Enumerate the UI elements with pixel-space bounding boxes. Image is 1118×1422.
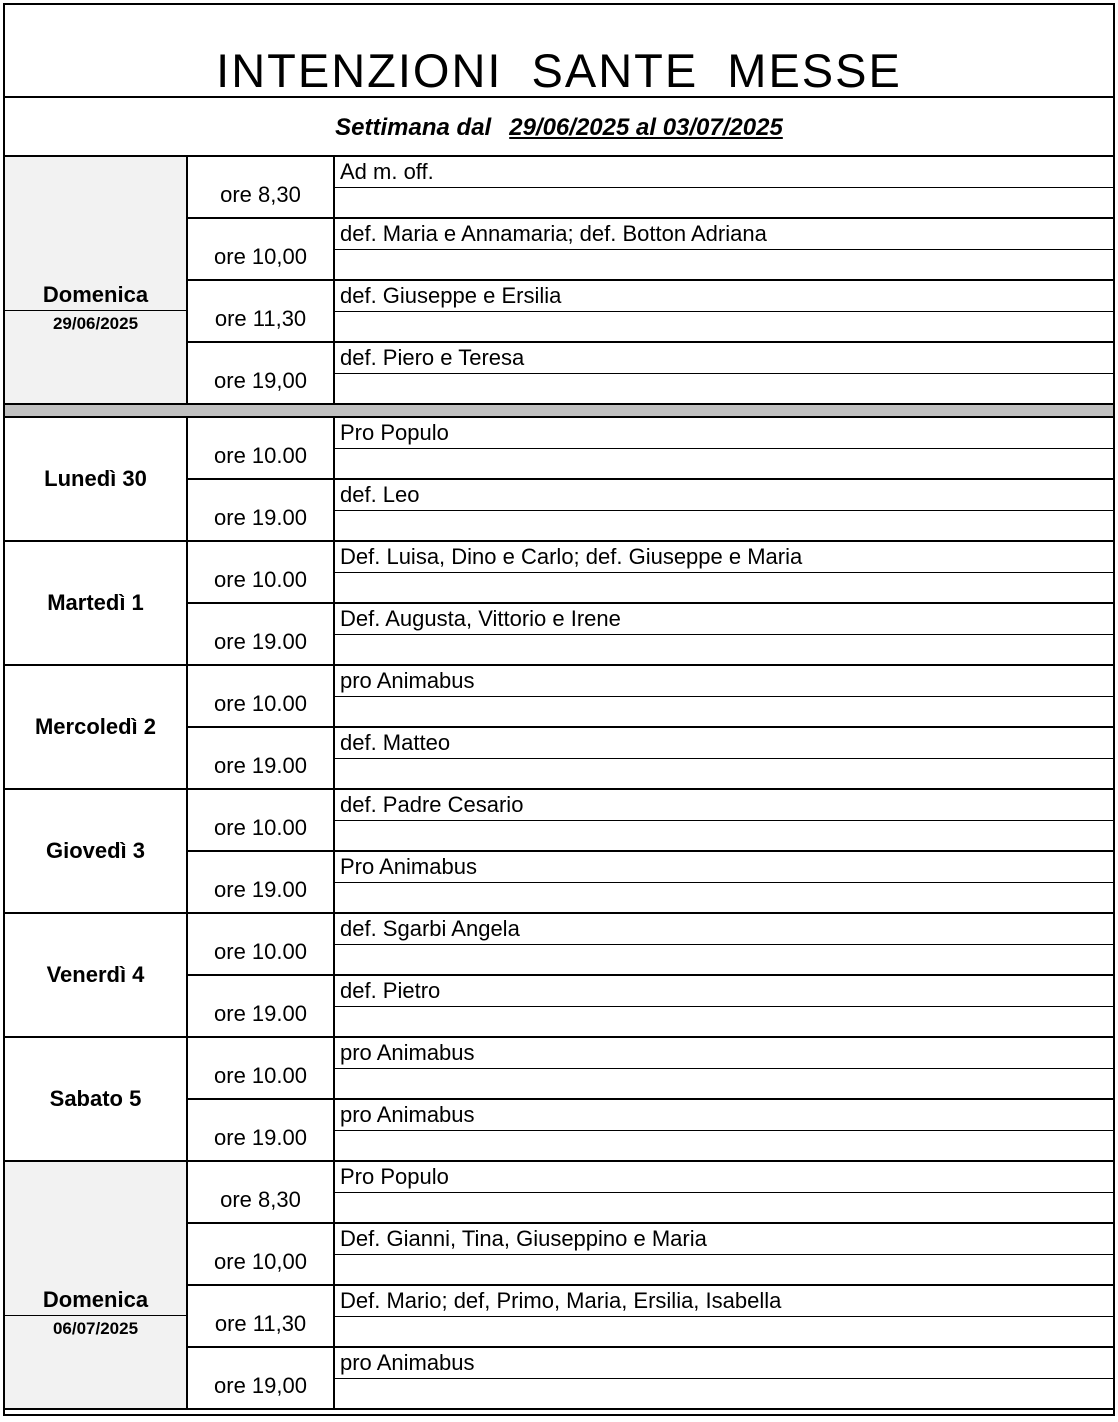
mass-time: ore 19.00 [188,480,335,542]
day-name: Domenica [42,282,149,307]
mass-time: ore 19.00 [188,976,335,1038]
intention-blank-line [335,1130,1113,1131]
mass-time: ore 8,30 [188,157,335,219]
mass-intention: def. Matteo [340,730,451,755]
day-name: Giovedì 3 [45,838,146,863]
mass-intention-cell [335,604,1113,666]
mass-intention-cell [335,1286,1113,1348]
mass-intention: Pro Animabus [340,854,477,879]
mass-intention: Def. Augusta, Vittorio e Irene [340,606,621,631]
intention-blank-line [335,944,1113,945]
mass-intention: Def. Luisa, Dino e Carlo; def. Giuseppe e Maria [340,544,803,569]
mass-intention-cell [335,157,1113,219]
day-cell [5,1162,188,1410]
mass-time: ore 19,00 [188,1348,335,1410]
day-date: 29/06/2025 [52,314,139,333]
mass-intention: def. Giuseppe e Ersilia [340,283,562,308]
mass-intention: def. Maria e Annamaria; def. Botton Adriana [340,221,767,246]
mass-intention: Def. Gianni, Tina, Giuseppino e Maria [340,1226,707,1251]
mass-intention: pro Animabus [340,668,475,693]
intention-blank-line [335,634,1113,635]
intention-blank-line [335,373,1113,374]
mass-time: ore 19.00 [188,852,335,914]
mass-time: ore 19.00 [188,604,335,666]
day-date: 06/07/2025 [52,1319,139,1338]
day-cell [5,418,188,542]
mass-intention-cell [335,666,1113,728]
mass-intention-cell [335,1038,1113,1100]
day-name: Sabato 5 [49,1086,142,1111]
mass-intention-cell [335,976,1113,1038]
day-cell [5,1038,188,1162]
intention-blank-line [335,510,1113,511]
intention-blank-line [335,249,1113,250]
mass-intention-cell [335,1100,1113,1162]
intention-blank-line [335,1254,1113,1255]
intention-blank-line [335,758,1113,759]
mass-intention-cell [335,914,1113,976]
mass-intention-cell [335,343,1113,405]
intention-blank-line [335,448,1113,449]
day-name: Lunedì 30 [44,466,147,491]
intention-blank-line [335,572,1113,573]
day-name: Martedì 1 [47,590,144,615]
week-range: 29/06/2025 al 03/07/2025 [509,113,783,141]
mass-intention: def. Pietro [340,978,441,1003]
intention-blank-line [335,882,1113,883]
mass-intention: pro Animabus [340,1350,475,1375]
mass-intention-cell [335,1348,1113,1410]
mass-intention-cell [335,281,1113,343]
mass-intention: Ad m. off. [340,159,434,184]
mass-intention: Def. Mario; def, Primo, Maria, Ersilia, Isabella [340,1288,782,1313]
sheet-title-box [5,5,1113,98]
week-separator [5,405,1113,418]
intention-blank-line [335,1192,1113,1193]
intention-blank-line [335,1378,1113,1379]
intention-blank-line [335,1316,1113,1317]
day-cell [5,542,188,666]
mass-intention-cell [335,1162,1113,1224]
mass-intention: pro Animabus [340,1040,475,1065]
mass-intention: pro Animabus [340,1102,475,1127]
intention-blank-line [335,311,1113,312]
mass-intention-cell [335,219,1113,281]
day-divider [5,1315,186,1316]
mass-time: ore 19.00 [188,728,335,790]
mass-intention-cell [335,418,1113,480]
mass-time: ore 8,30 [188,1162,335,1224]
mass-intention: Pro Populo [340,420,449,445]
mass-intentions-sheet [3,3,1115,1416]
mass-intention: Pro Populo [340,1164,449,1189]
mass-intention: def. Padre Cesario [340,792,524,817]
mass-time: ore 11,30 [188,1286,335,1348]
day-cell [5,914,188,1038]
intention-blank-line [335,1068,1113,1069]
day-name: Venerdì 4 [46,962,145,987]
mass-intention: def. Sgarbi Angela [340,916,520,941]
mass-time: ore 10.00 [188,914,335,976]
day-cell [5,157,188,405]
intention-blank-line [335,696,1113,697]
mass-intention-cell [335,542,1113,604]
mass-time: ore 10.00 [188,790,335,852]
mass-time: ore 10,00 [188,1224,335,1286]
mass-intention-cell [335,728,1113,790]
mass-time: ore 10.00 [188,542,335,604]
mass-time: ore 19.00 [188,1100,335,1162]
mass-intention: def. Piero e Teresa [340,345,525,370]
intention-blank-line [335,1006,1113,1007]
mass-time: ore 11,30 [188,281,335,343]
mass-time: ore 19,00 [188,343,335,405]
mass-intention: def. Leo [340,482,420,507]
week-header [5,98,1113,157]
mass-time: ore 10,00 [188,219,335,281]
mass-intention-cell [335,790,1113,852]
sheet-title: INTENZIONI SANTE MESSE [216,44,902,97]
mass-time: ore 10.00 [188,666,335,728]
day-cell [5,790,188,914]
mass-time: ore 10.00 [188,418,335,480]
day-divider [5,310,186,311]
mass-intention-cell [335,852,1113,914]
intention-blank-line [335,820,1113,821]
day-name: Domenica [42,1287,149,1312]
mass-intention-cell [335,480,1113,542]
week-label: Settimana dal [335,113,492,141]
day-cell [5,666,188,790]
intention-blank-line [335,187,1113,188]
mass-time: ore 10.00 [188,1038,335,1100]
mass-intention-cell [335,1224,1113,1286]
day-name: Mercoledì 2 [34,714,157,739]
